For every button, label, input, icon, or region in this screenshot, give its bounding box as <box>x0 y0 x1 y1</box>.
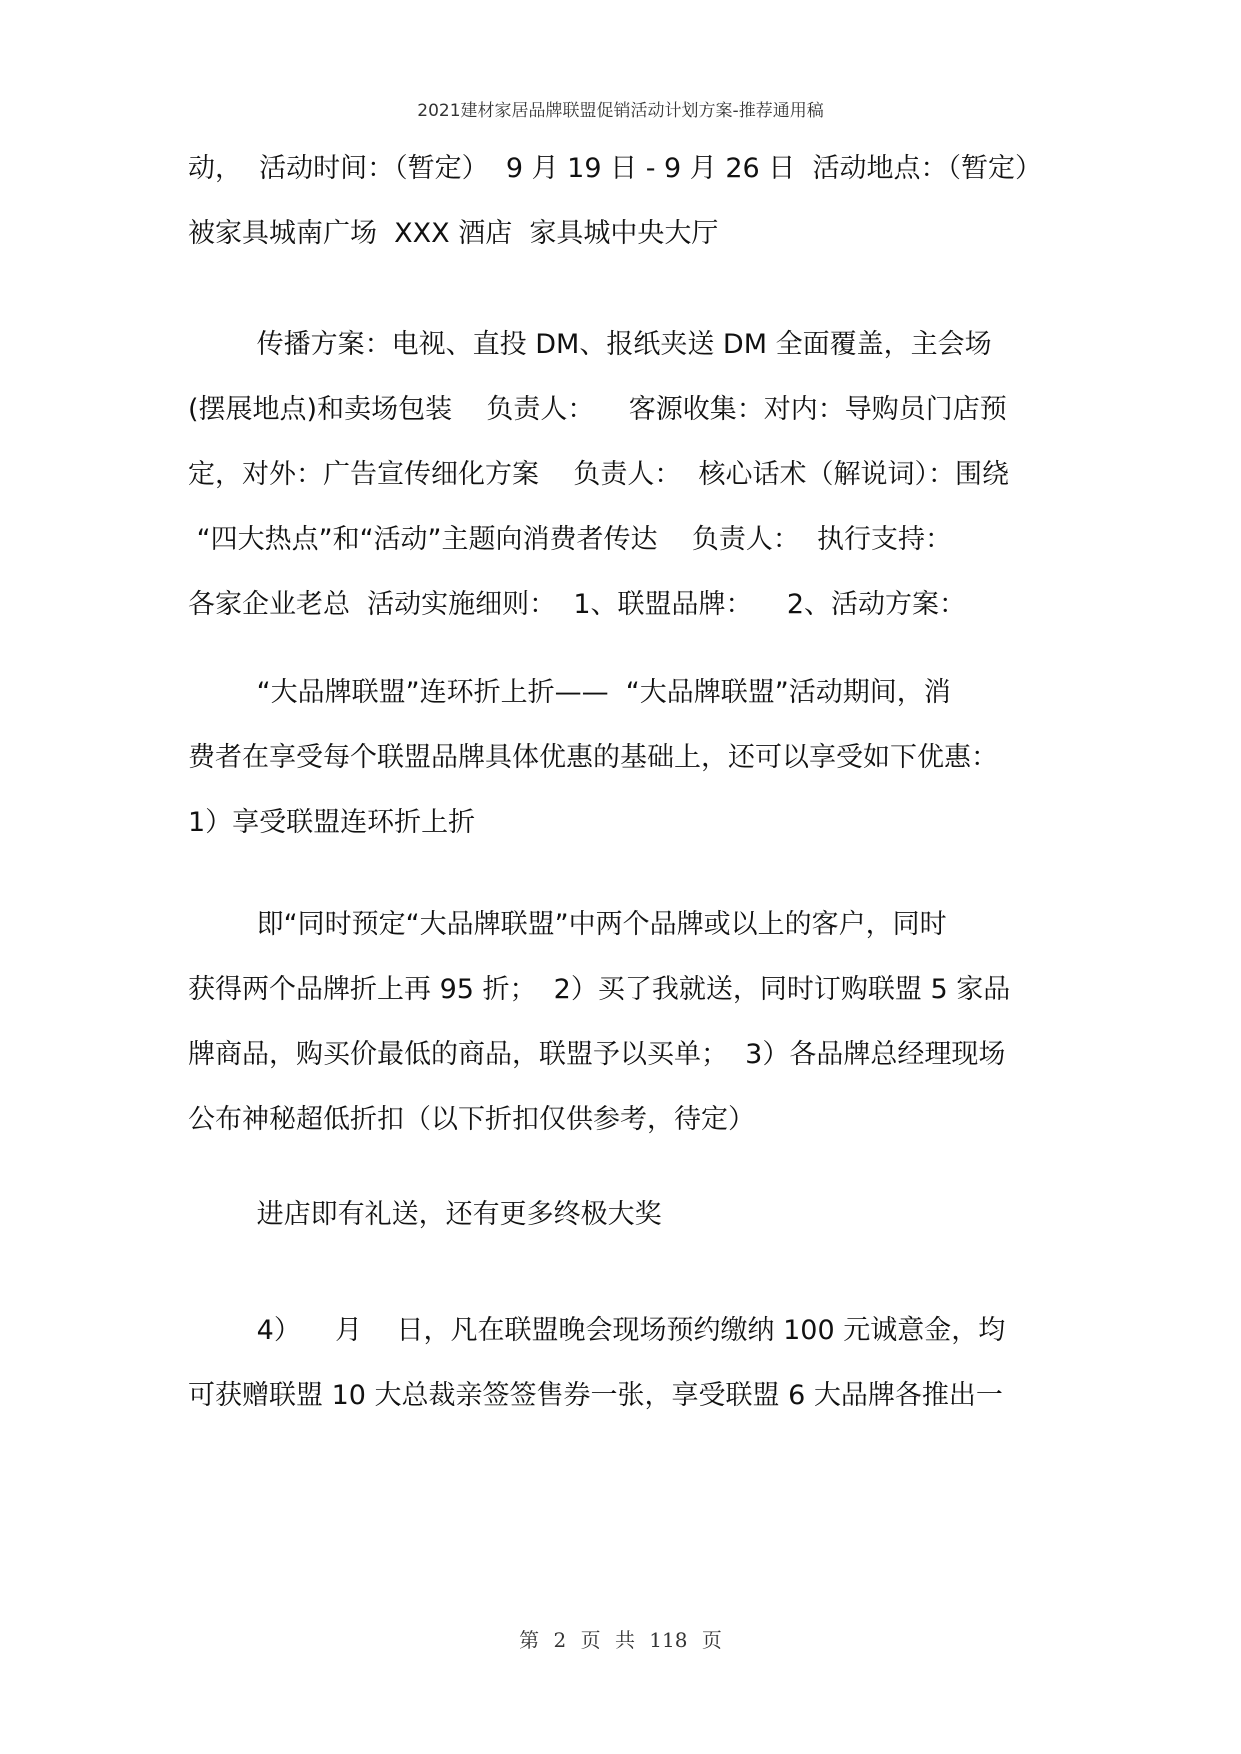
paragraph-communication-plan: 传播方案：电视、直投 DM、报纸夹送 DM 全面覆盖，主会场 (摆展地点)和卖场包装 负责人： 客源收集：对内：导购员门店预 定，对外：广告宣传细化方案 负责人： 核心话术（解说词）：围绕 “四大热点”和“活动”主题向消费者传达 负责人： 执行支持： 各家企业老总 活动实施细则： 1、联盟品牌： 2、活动方案： <box>188 329 1009 620</box>
paragraph-activity-time-location: 动， 活动时间：（暂定） 9 月 19 日 - 9 月 26 日 活动地点：（暂定） 被家具城南广场 XXX 酒店 家具城中央大厅 <box>188 153 1042 249</box>
paragraph-gifts: 进店即有礼送，还有更多终极大奖 <box>188 1199 662 1230</box>
paragraph-brand-alliance-discount: “大品牌联盟”连环折上折—— “大品牌联盟”活动期间，消 费者在享受每个联盟品牌具体优惠的基础上，还可以享受如下优惠： 1）享受联盟连环折上折 <box>188 677 998 838</box>
paragraph-deposit-offer: 4） 月 日，凡在联盟晚会现场预约缴纳 100 元诚意金，均 可获赠联盟 10 大总裁亲签签售券一张，享受联盟 6 大品牌各推出一 <box>188 1315 1006 1411</box>
paragraph-discount-details: 即“同时预定“大品牌联盟”中两个品牌或以上的客户，同时 获得两个品牌折上再 95 折； 2）买了我就送，同时订购联盟 5 家品 牌商品，购买价最低的商品，联盟予以买单； 3）各品牌总经理现场 公布神秘超低折扣（以下折扣仅供参考，待定） <box>188 909 1011 1135</box>
page-header-title: 2021建材家居品牌联盟促销活动计划方案-推荐通用稿 <box>417 101 824 121</box>
page-number: 第 2 页 共 118 页 <box>519 1628 722 1652</box>
